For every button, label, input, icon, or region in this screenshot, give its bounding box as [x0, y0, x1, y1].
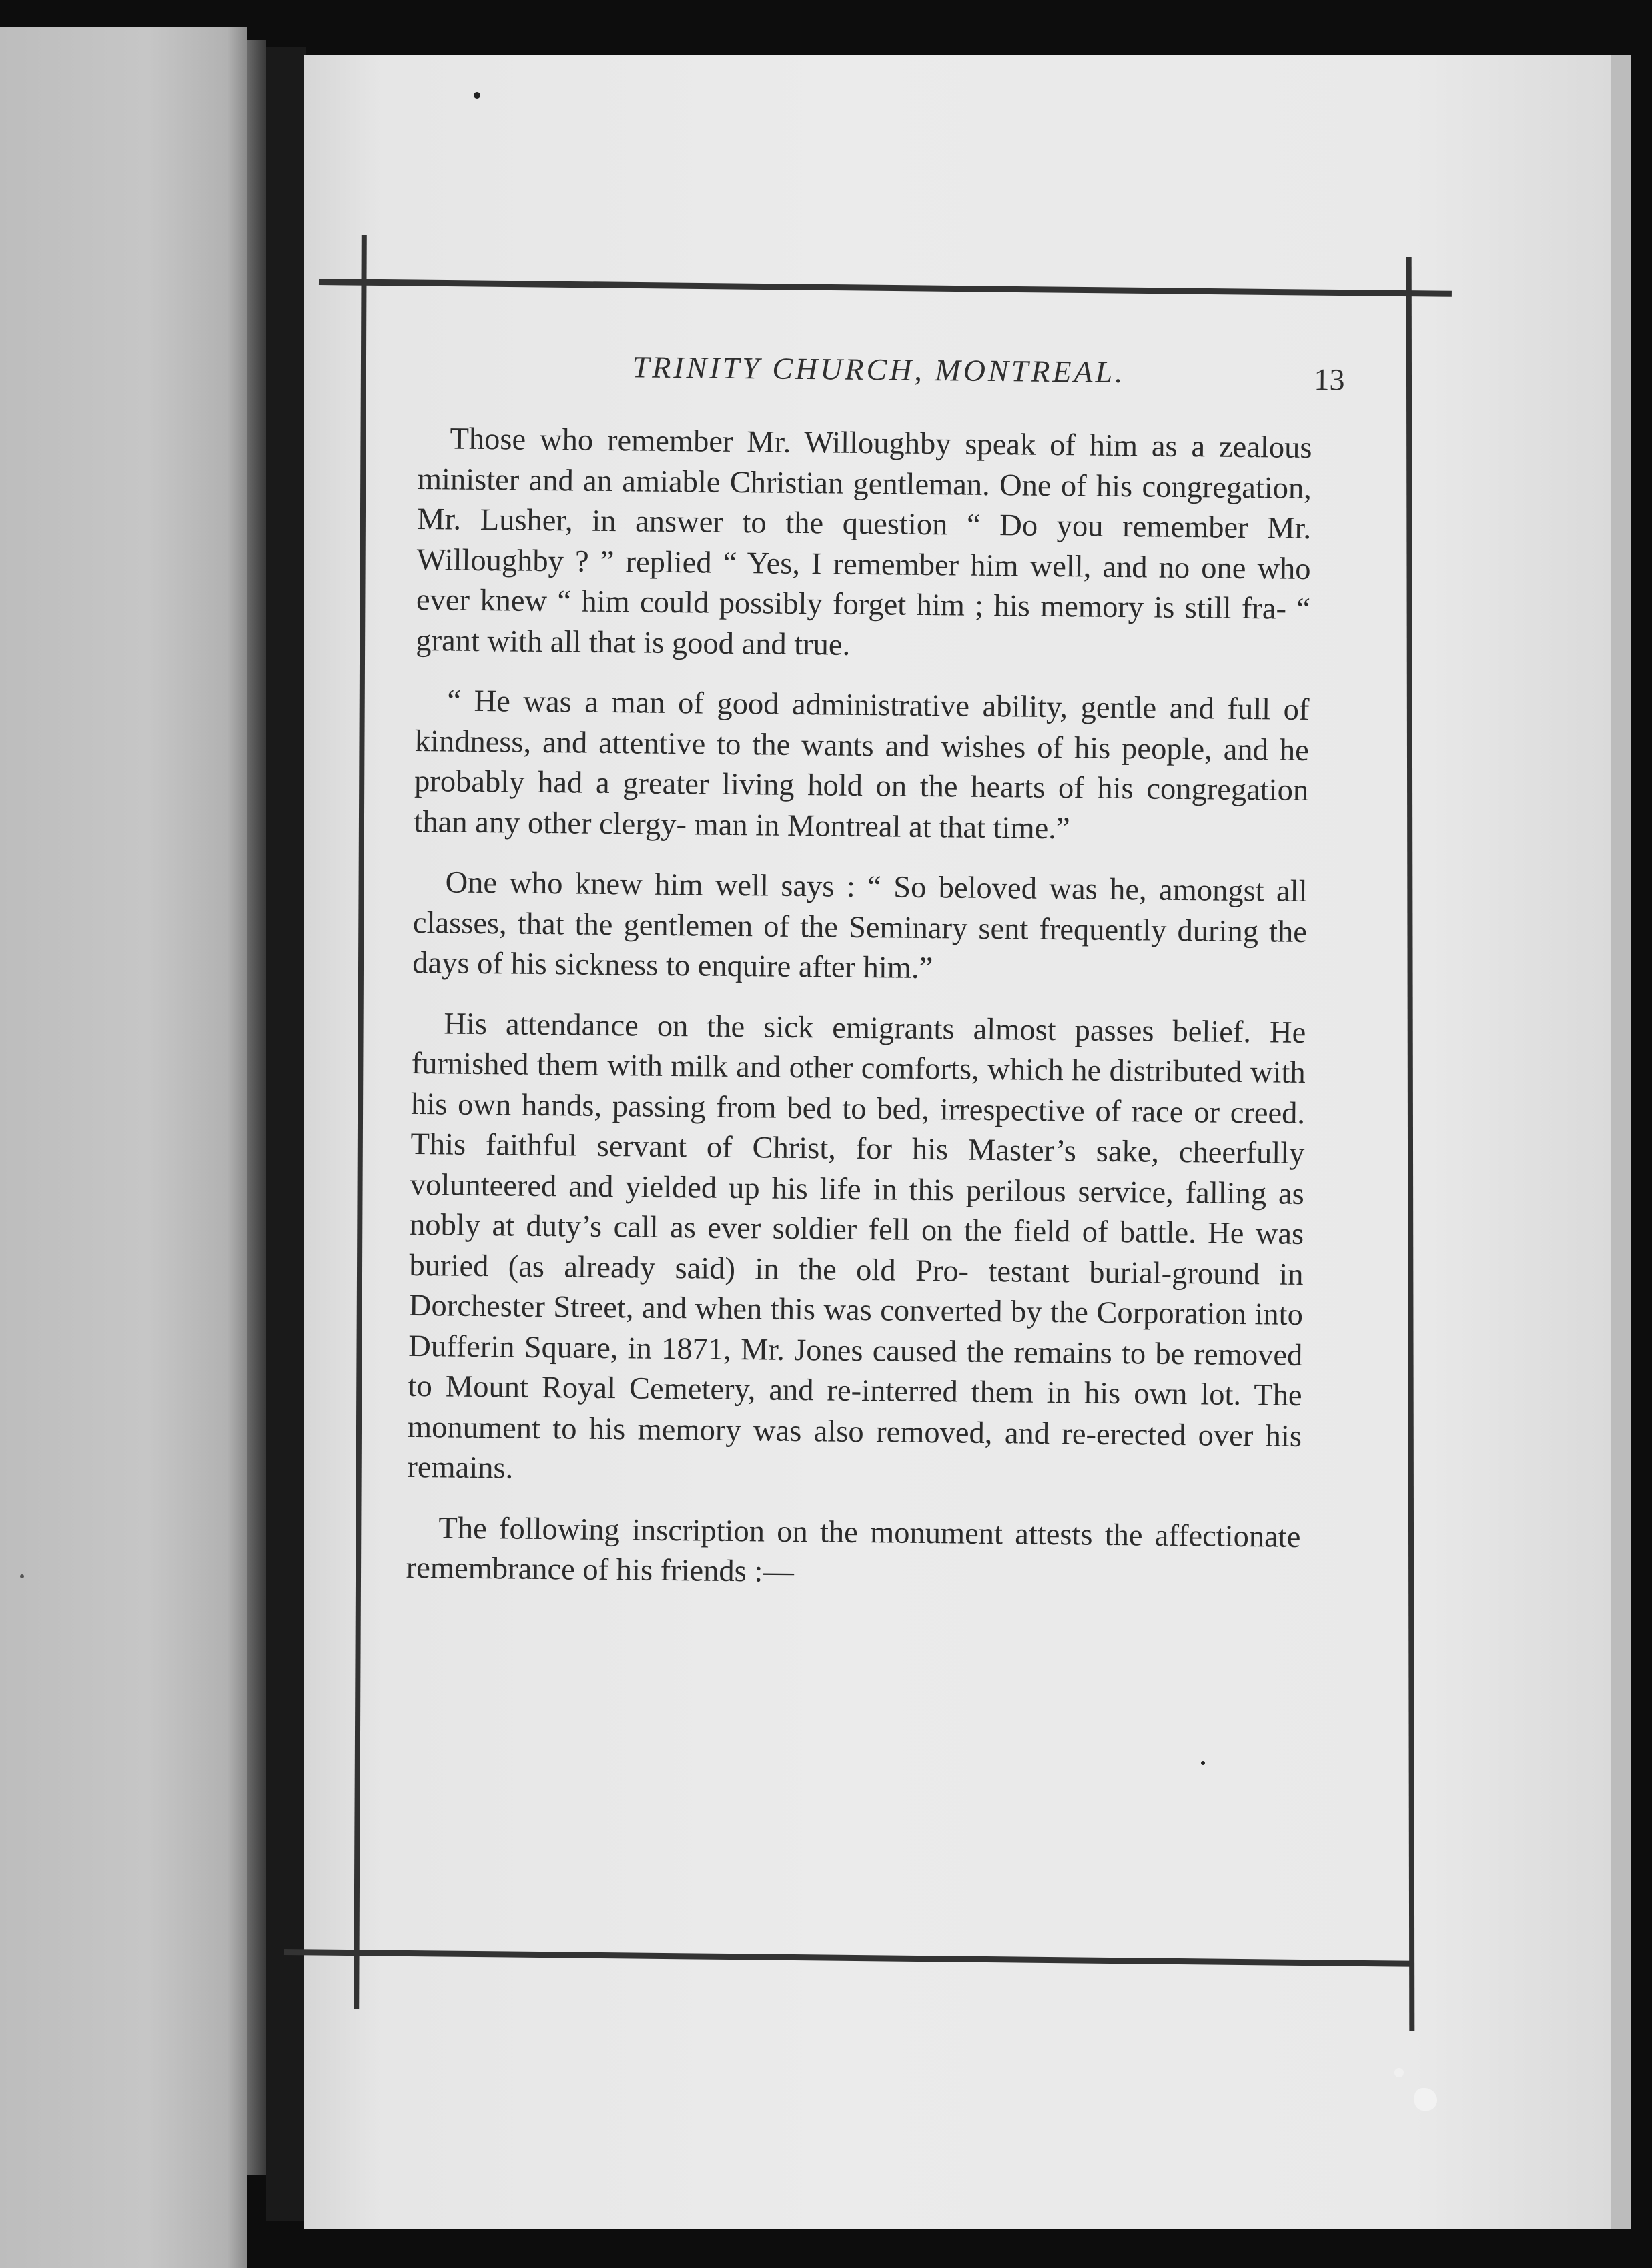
paragraph: The following inscription on the monument attests the affectionate remembrance of his friends :— [406, 1510, 1301, 1589]
paper-damage-spot [1394, 2068, 1404, 2077]
running-title: TRINITY CHURCH, MONTREAL. [632, 350, 1126, 390]
paragraph: One who knew him well says : “ So beloved was he, amongst all classes, that the gentlemen of the Seminary sent frequently during the days of his sickness to enquire after him.” [412, 865, 1308, 986]
page-edge-shadow [247, 40, 266, 2175]
page-number: 13 [1314, 362, 1345, 397]
previous-page [0, 27, 247, 2268]
running-head [418, 347, 1345, 403]
page-content [406, 347, 1345, 1598]
paragraph: “ He was a man of good administrative ability, gentle and full of kindness, and attentive to the wants and wishes of his people, and he probably had a greater living hold on the hearts of his congregation than any other clergy- man in Montreal at that time.” [414, 684, 1310, 846]
ink-speck [1201, 1761, 1205, 1765]
book-gutter [266, 47, 306, 2221]
paragraph: Those who remember Mr. Willoughby speak of him as a zealous minister and an amiable Christian gentleman. One of his congregation, Mr. Lusher, in answer to the question “ Do you remember Mr. Willoughby ? ” replied “ Yes, I remember him well, and no one who ever knew “ him could possibly forget him ; his memory is still fra- “ grant with all that is good and true. [416, 422, 1312, 662]
ink-speck [20, 1574, 24, 1578]
paragraph: His attendance on the sick emigrants almost passes belief. He furnished them with milk and other comforts, which he distributed with his own hands, passing from bed to bed, irrespective of race or creed. This faithful servant of Christ, for his Master’s sake, cheerfully volunteered and yielded up his life in this perilous service, falling as nobly at duty’s call as ever soldier fell on the field of battle. He was buried (as already said) in the old Pro- testant burial-ground in Dorchester Street, and when this was converted by the Corporation into Dufferin Square, in 1871, Mr. Jones caused the remains to be removed to Mount Royal Cemetery, and re-interred them in his own lot. The monument to his memory was also removed, and re-erected over his remains. [407, 1006, 1306, 1486]
paper-damage-spot [1414, 2088, 1437, 2111]
ink-speck [474, 92, 480, 99]
